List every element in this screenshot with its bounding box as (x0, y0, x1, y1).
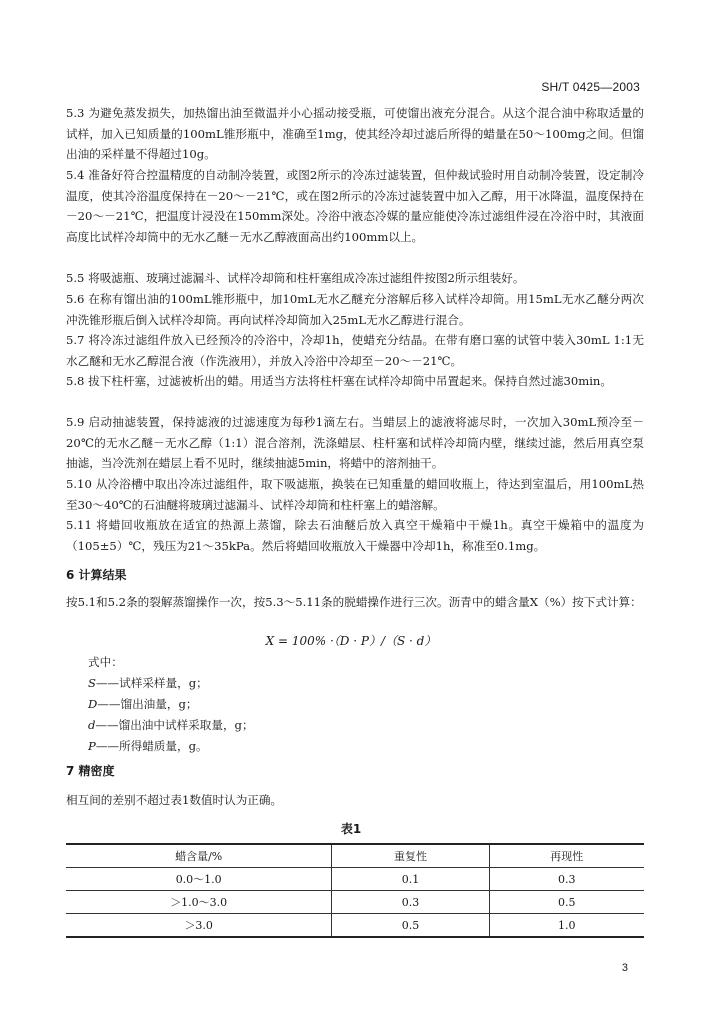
section-6-intro: 按5.1和5.2条的裂解蒸馏操作一次，按5.3～5.11条的脱蜡操作进行三次。沥青中的蜡含量X（%）按下式计算： (66, 595, 642, 609)
where-label: 式中： (88, 655, 123, 669)
paragraph-5-5: 5.5 将吸滤瓶、玻璃过滤漏斗、试样冷却筒和柱杆塞组成冷冻过滤组件按图2所示组装好。 (66, 271, 525, 285)
paragraph-5-8: 5.8 拔下柱杆塞，过滤被析出的蜡。用适当方法将柱杆塞在试样冷却筒中吊置起来。保持自然过滤30min。 (66, 374, 612, 388)
table-cell: 0.5 (332, 914, 489, 938)
table-cell: 0.5 (489, 891, 644, 914)
table-cell: 0.0～1.0 (66, 868, 332, 891)
column-header: 再现性 (489, 844, 644, 868)
table-row (66, 914, 644, 938)
paragraph-5-9: 5.9 启动抽滤装置，保持滤液的过滤速度为每秒1滴左右。当蜡层上的滤液将滤尽时，一次加入30mL预冷至－20℃的无水乙醚－无水乙醇（1:1）混合溶剂，洗涤蜡层、柱杆塞和试样冷却筒内壁，继续过滤，然后用真空泵抽滤，当冷洗剂在蜡层上看不见时，继续抽滤5min，将蜡中的溶剂抽干。 (66, 415, 644, 471)
paragraph-5-6: 5.6 在称有馏出油的100mL锥形瓶中，加10mL无水乙醚充分溶解后移入试样冷却筒。用15mL无水乙醚分两次冲洗锥形瓶后倒入试样冷却筒。再向试样冷却筒加入25mL无水乙醇进行混合。 (66, 292, 644, 327)
wax-content-formula: X = 100% ·（D · P）/（S · d） (265, 634, 437, 648)
section-6-heading: 6 计算结果 (66, 568, 127, 582)
paragraph-5-10: 5.10 从冷浴槽中取出冷冻过滤组件，取下吸滤瓶，换装在已知重量的蜡回收瓶上，待达到室温后，用100mL热至30～40℃的石油醚将玻璃过滤漏斗、试样冷却筒和柱杆塞上的蜡溶解。 (66, 477, 644, 512)
variable-item: S——试样采样量，g； (88, 676, 208, 690)
paragraph-5-4: 5.4 准备好符合控温精度的自动制冷装置，或图2所示的冷冻过滤装置，但仲裁试验时用自动制冷装置，设定制冷温度，使其冷浴温度保持在－20～－21℃，或在图2所示的冷冻过滤装置中加入乙醇，用干冰降温，温度保持在－20～－21℃，把温度计浸没在150mm深处。冷浴中液态冷媒的量应能使冷冻过滤组件浸在冷浴中时，其液面高度比试样冷却筒中的无水乙醚－无水乙醇液面高出约100mm以上。 (66, 168, 644, 244)
variable-item: P——所得蜡质量，g。 (88, 739, 208, 753)
column-header: 重复性 (332, 844, 489, 868)
paragraph-5-3: 5.3 为避免蒸发损失，加热馏出油至微温并小心摇动接受瓶，可使馏出液充分混合。从这个混合油中称取适量的试样，加入已知质量的100mL锥形瓶中，准确至1mg，使其经冷却过滤后所得的蜡量在50～100mg之间。但馏出油的采样量不得超过10g。 (66, 106, 644, 162)
section-7-intro: 相互间的差别不超过表1数值时认为正确。 (66, 793, 283, 807)
page-number: 3 (621, 962, 628, 974)
table-cell: 0.3 (489, 868, 644, 891)
table-cell: 0.1 (332, 868, 489, 891)
table-title: 表1 (340, 822, 362, 836)
standard-code: SH/T 0425—2003 (541, 80, 640, 94)
precision-table (66, 843, 644, 938)
table-cell: ＞3.0 (66, 914, 332, 938)
table-row (66, 891, 644, 914)
table-row (66, 868, 644, 891)
variable-item: D——馏出油量，g； (88, 697, 198, 711)
table-cell: 0.3 (332, 891, 489, 914)
column-header: 蜡含量/% (66, 844, 332, 868)
section-7-heading: 7 精密度 (66, 764, 115, 778)
paragraph-5-7: 5.7 将冷冻过滤组件放入已经预冷的冷浴中，冷却1h，使蜡充分结晶。在带有磨口塞的试管中装入30mL 1:1无水乙醚和无水乙醇混合液（作洗液用），并放入冷浴中冷却至－20～－21℃。 (66, 333, 644, 368)
variable-definitions (88, 673, 254, 757)
table-header-row (66, 844, 644, 868)
paragraph-5-11: 5.11 将蜡回收瓶放在适宜的热源上蒸馏，除去石油醚后放入真空干燥箱中干燥1h。真空干燥箱中的温度为（105±5）℃，残压为21～35kPa。然后将蜡回收瓶放入干燥器中冷却1h，称准至0.1mg。 (66, 518, 644, 553)
table-cell: ＞1.0～3.0 (66, 891, 332, 914)
variable-item: d——馏出油中试样采取量，g； (88, 718, 254, 732)
table-cell: 1.0 (489, 914, 644, 938)
